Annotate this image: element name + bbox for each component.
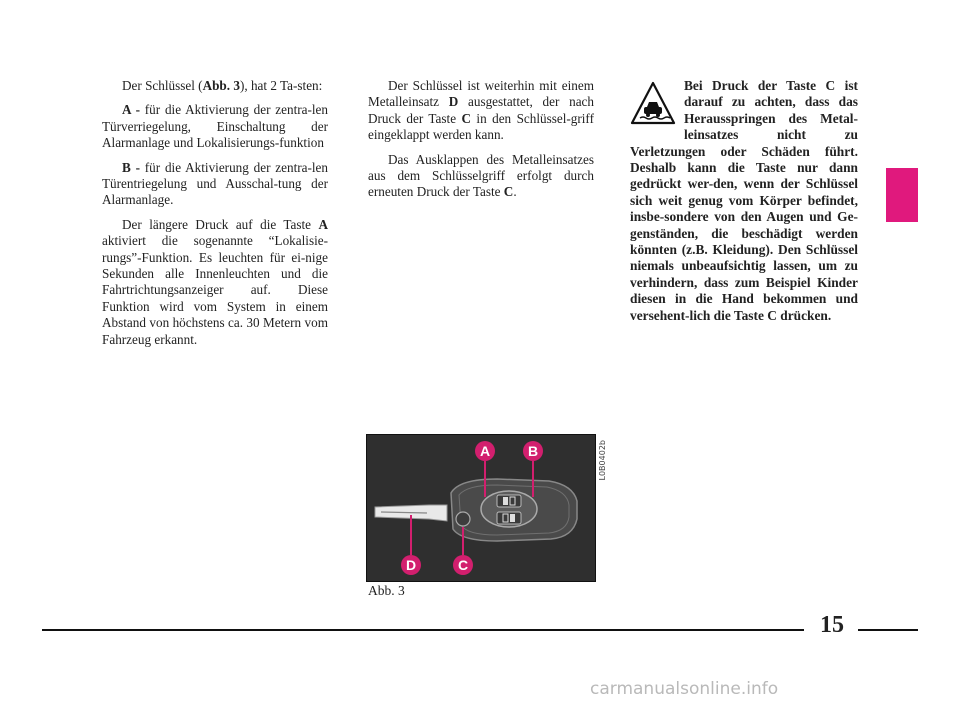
warning-triangle-icon: [630, 80, 676, 126]
label-a: A: [479, 443, 491, 459]
label-b: B: [527, 443, 539, 459]
unfold-paragraph: Das Ausklappen des Metalleinsatzes aus dem Schlüsselgriff erfolgt durch erneuten Druck der Taste C.: [368, 151, 594, 200]
text-column-1: [102, 78, 328, 356]
button-a-description: A - für die Aktivierung der zentra-len Türverriegelung, Einschaltung der Alarmanlage und Lokalisierungs-funktion: [102, 102, 328, 151]
metal-insert-paragraph: Der Schlüssel ist weiterhin mit einem Metalleinsatz D ausgestattet, der nach Druck der Taste C in den Schlüssel-griff eingeklappt werden kann.: [368, 78, 594, 143]
label-c: C: [457, 557, 469, 573]
button-c-release: [456, 512, 470, 526]
locate-function-paragraph: Der längere Druck auf die Taste A aktiviert die sogenannte “Lokalisie-rungs”-Funktion. Es leuchten für ei-nige Sekunden alle Innenleuchten und die Fahrtrichtungsanzeiger auf. Diese Funktion wird vom System in einem Abstand von höchstens ca. 30 Metern vom Fahrzeug erkannt.: [102, 216, 328, 347]
footer-rule-right: [858, 629, 918, 631]
figure-caption: Abb. 3: [368, 583, 405, 598]
intro-paragraph: Der Schlüssel (Abb. 3), hat 2 Ta-sten:: [122, 78, 323, 93]
key-illustration: [367, 435, 595, 581]
figure-code: L0B0402b: [598, 440, 607, 481]
page-number: 15: [820, 612, 844, 638]
label-d: D: [405, 557, 417, 573]
text-column-2: [368, 78, 594, 209]
figure-reference: Abb. 3: [202, 78, 240, 93]
warning-text: Bei Druck der Taste C ist darauf zu achten, dass das Herausspringen des Metal-leinsatzes nicht zu Verletzungen oder Schäden führt. Deshalb kann die Taste nur dann gedrückt wer-den, wenn der Schlüssel sich weit genug vom Körper befindet, insbe-sondere von den Augen und Ge-genständen, die beschädigt werden könnten (z.B. Kleidung). Den Schlüssel niemals unbeaufsichtig lassen, um zu verhindern, dass zum Beispiel Kinder diesen in die Hand bekommen und versehent-lich die Taste C drücken.: [630, 78, 858, 323]
warning-column: [630, 78, 858, 332]
section-tab-marker: [886, 168, 918, 222]
button-b-description: B - für die Aktivierung der zentra-len Türentriegelung und Ausschal-tung der Alarmanlage.: [102, 159, 328, 208]
watermark: carmanualsonline.info: [590, 679, 779, 699]
footer-rule-left: [42, 629, 804, 631]
key-figure: [366, 434, 596, 582]
